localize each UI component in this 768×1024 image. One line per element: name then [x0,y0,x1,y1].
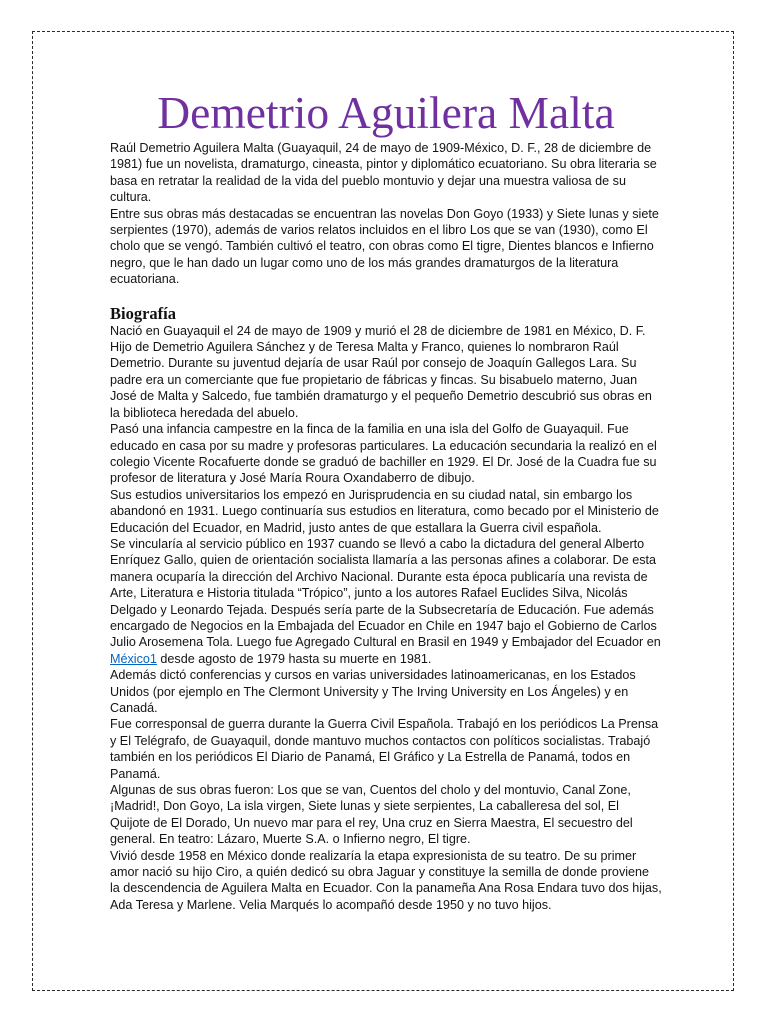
bio-public-text-after-link: desde agosto de 1979 hasta su muerte en 1981. [156,651,432,666]
bio-paragraph-public-service [110,536,662,667]
bio-paragraph-2: Pasó una infancia campestre en la finca de la familia en una isla del Golfo de Guayaquil. Fue educado en casa por su madre y profesoras particulares. La educación secundaria la realizó en el colegio Vicente Rocafuerte donde se graduó de bachiller en 1929. El Dr. José de la Cuadra fue su profesor de literatura y José María Roura Oxandaberro de dibujo. [110,422,657,486]
section-heading-biografia: Biografía [110,303,176,323]
document-body [110,88,662,913]
bio-paragraph-lectures: Además dictó conferencias y cursos en varias universidades latinoamericanas, en los Estados Unidos (por ejemplo en The Clermont University y The Irving University en Los Ángeles) y en Canadá. [110,668,636,715]
bio-paragraph-mexico-life: Vivió desde 1958 en México donde realizaría la etapa expresionista de su teatro. De su primer amor nació su hijo Ciro, a quién dedicó su obra Jaguar y constituye la semilla de donde proviene la descendencia de Aguilera Malta en Ecuador. Con la panameña Ana Rosa Endara tuvo dos hijas, Ada Teresa y Marlene. Velia Marqués lo acompañó desde 1950 y no tuvo hijos. [110,848,662,912]
bio-paragraph-war-correspondent: Fue corresponsal de guerra durante la Guerra Civil Española. Trabajó en los periódicos La Prensa y El Telégrafo, de Guayaquil, donde mantuvo muchos contactos con políticos socialistas. Trabajó también en los periódicos El Diario de Panamá, El Gráfico y La Estrella de Panamá, todos en Panamá. [110,717,659,781]
mexico-footnote-link[interactable]: México1 [110,651,157,666]
bio-public-text-before-link: Se vincularía al servicio público en 1937 cuando se llevó a cabo la dictadura del general Alberto Enríquez Gallo, quien de orientación socialista llamaría a las personas afines a colaborar. De esta manera ocuparía la dirección del Archivo Nacional. Durante esta época publicaría una revista de Arte, Literatura e Historia titulada “Trópico”, junto a los autores Rafael Euclides Silva, Nicolás Delgado y Leonardo Tejada. Después sería parte de la Subsecretaría de Educación. Fue además encargado de Negocios en la Embajada del Ecuador en Chile en 1947 bajo el Gobierno de Carlos Julio Arosemena Tola. Luego fue Agregado Cultural en Brasil en 1949 y Embajador del Ecuador en [110,536,661,650]
bio-paragraph-1: Nació en Guayaquil el 24 de mayo de 1909 y murió el 28 de diciembre de 1981 en México, D. F. Hijo de Demetrio Aguilera Sánchez y de Teresa Malta y Franco, quienes lo nombraron Raúl Demetrio. Durante su juventud dejaría de usar Raúl por consejo de Joaquín Gallegos Lara. Su padre era un comerciante que fue propietario de fábricas y fincas. Su bisabuelo materno, Juan José de Malta y Salcedo, fue también dramaturgo y el pequeño Demetrio descubrió sus obras en la biblioteca heredada del abuelo. [110,323,652,420]
intro-paragraph-1: Raúl Demetrio Aguilera Malta (Guayaquil, 24 de mayo de 1909-México, D. F., 28 de diciembre de 1981) fue un novelista, dramaturgo, cineasta, pintor y diplomático ecuatoriano. Su obra literaria se basa en retratar la realidad de la vida del pueblo montuvio y dejar una muestra valiosa de su cultura. [110,141,657,205]
section-spacer [110,288,662,304]
document-title: Demetrio Aguilera Malta [157,87,615,138]
bio-paragraph-works: Algunas de sus obras fueron: Los que se van, Cuentos del cholo y del montuvio, Canal Zone, ¡Madrid!, Don Goyo, La isla virgen, Siete lunas y siete serpientes, La caballeresa del sol, El Quijote de El Dorado, Un nuevo mar para el rey, Una cruz en Sierra Maestra, El secuestro del general. En teatro: Lázaro, Muerte S.A. o Infierno negro, El tigre. [110,783,633,847]
bio-paragraph-3: Sus estudios universitarios los empezó en Jurisprudencia en su ciudad natal, sin embargo los abandonó en 1931. Luego continuaría sus estudios en literatura, como becado por el Ministerio de Educación del Ecuador, en Madrid, justo antes de que estallara la Guerra civil española. [110,487,659,535]
intro-paragraph-2: Entre sus obras más destacadas se encuentran las novelas Don Goyo (1933) y Siete lunas y siete serpientes (1970), además de varios relatos incluidos en el libro Los que se van (1930), como El cholo que se vengó. También cultivó el teatro, con obras como El tigre, Dientes blancos e Infierno negro, que le han dado un lugar como uno de los más grandes dramaturgos de la literatura ecuatoriana. [110,206,659,287]
